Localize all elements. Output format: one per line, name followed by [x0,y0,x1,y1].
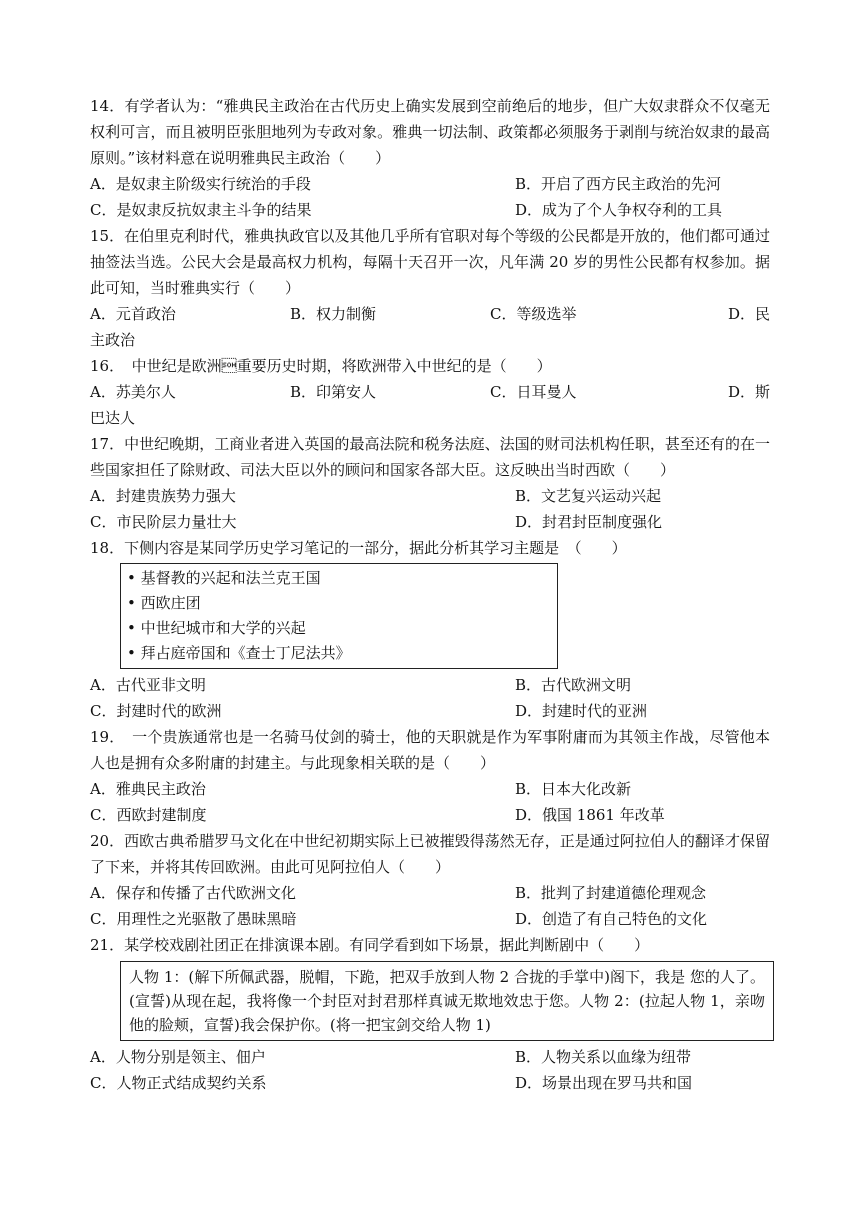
option-c[interactable]: C．封建时代的欧洲 [90,702,222,720]
option-b[interactable]: B．古代欧洲文明 [515,676,632,694]
option-a[interactable]: A．封建贵族势力强大 [90,487,236,505]
option-c[interactable]: C．日耳曼人 [490,383,577,401]
option-b[interactable]: B．开启了西方民主政治的先河 [515,175,722,193]
options [90,171,770,223]
question-stem: 14．有学者认为：“雅典民主政治在古代历史上确实发展到空前绝后的地步，但广大奴隶群众不仅毫无权利可言，而且被明臣张胆地列为专政对象。雅典一切法制、政策都必须服务于剥削与统治奴隶的最高原则。”该材料意在说明雅典民主政治（ ） [90,97,770,167]
study-notes-box [120,563,558,669]
option-b[interactable]: B．人物关系以血缘为纽带 [515,1048,692,1066]
option-a[interactable]: A．人物分别是领主、佃户 [90,1048,266,1066]
question-14 [90,93,770,223]
question-16 [90,353,770,431]
options [90,1044,770,1096]
question-15 [90,223,770,353]
question-18 [90,535,770,724]
option-b[interactable]: B．权力制衡 [290,305,377,323]
question-stem: 20．西欧古典希腊罗马文化在中世纪初期实际上已被摧毁得荡然无存，正是通过阿拉伯人的翻译才保留了下来，并将其传回欧洲。由此可见阿拉伯人（ ） [90,832,770,876]
option-b[interactable]: B．批判了封建道德伦理观念 [515,884,707,902]
option-d[interactable]: D．斯 [727,383,770,401]
option-c[interactable]: C．市民阶层力量壮大 [90,513,237,531]
option-a[interactable]: A．古代亚非文明 [90,676,206,694]
option-c[interactable]: C．人物正式结成契约关系 [90,1074,267,1092]
options [90,672,770,724]
option-b[interactable]: B．日本大化改新 [515,780,632,798]
option-c[interactable]: C．西欧封建制度 [90,806,207,824]
options [90,880,770,932]
notes-item: • 基督教的兴起和法兰克王国 [127,569,321,587]
options [90,483,770,535]
options [90,301,770,327]
option-c[interactable]: C．等级选举 [490,305,577,323]
option-d[interactable]: D．场景出现在罗马共和国 [515,1074,693,1092]
question-stem: 15．在伯里克利时代，雅典执政官以及其他几乎所有官职对每个等级的公民都是开放的，他们都可通过抽签法当选。公民大会是最高权力机构，每隔十天召开一次，凡年满 20 岁的男性公民都有权参加。据此可知，当时雅典实行（ ） [90,227,770,297]
question-stem: 19． 一个贵族通常也是一名骑马仗剑的骑士，他的天职就是作为军事附庸而为其领主作战，尽管他本人也是拥有众多附庸的封建主。与此现象相关联的是（ ） [90,728,770,772]
option-d[interactable]: D．封君封臣制度强化 [515,513,663,531]
option-d[interactable]: D．创造了有自己特色的文化 [515,910,708,928]
question-17 [90,431,770,535]
script-scene-box: 人物 1：(解下所佩武器，脱帽，下跪，把双手放到人物 2 合拢的手掌中)阁下，我是 您的人了。(宣誓)从现在起，我将像一个封臣对封君那样真诚无欺地效忠于您。人物 2：(拉起人物 1，亲吻他的脸颊，宣誓)我会保护你。(将一把宝剑交给人物 1) [120,961,774,1041]
option-a[interactable]: A．是奴隶主阶级实行统治的手段 [90,175,311,193]
question-list [90,93,770,1096]
question-21 [90,932,770,1096]
option-a[interactable]: A．保存和传播了古代欧洲文化 [90,884,296,902]
option-b[interactable]: B．文艺复兴运动兴起 [515,487,662,505]
option-a[interactable]: A．元首政治 [90,305,176,323]
option-d[interactable]: D．封建时代的亚洲 [515,702,648,720]
notes-item: • 西欧庄团 [127,594,201,612]
option-c[interactable]: C．是奴隶反抗奴隶主斗争的结果 [90,201,312,219]
options [90,776,770,828]
option-d[interactable]: D．俄国 1861 年改革 [515,806,665,824]
question-stem: 21．某学校戏剧社团正在排演课本剧。有同学看到如下场景，据此判断剧中（ ） [90,936,650,954]
option-d-continuation: 主政治 [90,331,136,349]
question-stem: 17．中世纪晚期，工商业者进入英国的最高法院和税务法庭、法国的财司法机构任职，甚至还有的在一些国家担任了除财政、司法大臣以外的顾问和国家各部大臣。这反映出当时西欧（ ） [90,435,770,479]
question-stem: 16． 中世纪是欧洲重要历史时期，将欧洲带入中世纪的是（ ） [90,357,552,375]
question-19 [90,724,770,828]
option-a[interactable]: A．苏美尔人 [90,383,176,401]
option-d-continuation: 巴达人 [90,409,136,427]
option-c[interactable]: C．用理性之光驱散了愚昧黑暗 [90,910,297,928]
option-d[interactable]: D．成为了个人争权夺利的工具 [515,201,723,219]
options [90,379,770,405]
question-stem: 18．下侧内容是某同学历史学习笔记的一部分，据此分析其学习主题是 （ ） [90,539,627,557]
question-20 [90,828,770,932]
option-b[interactable]: B．印第安人 [290,383,377,401]
notes-item: • 中世纪城市和大学的兴起 [127,619,306,637]
notes-item: • 拜占庭帝国和《查士丁尼法共》 [127,644,351,662]
option-a[interactable]: A．雅典民主政治 [90,780,206,798]
option-d[interactable]: D．民 [727,305,770,323]
